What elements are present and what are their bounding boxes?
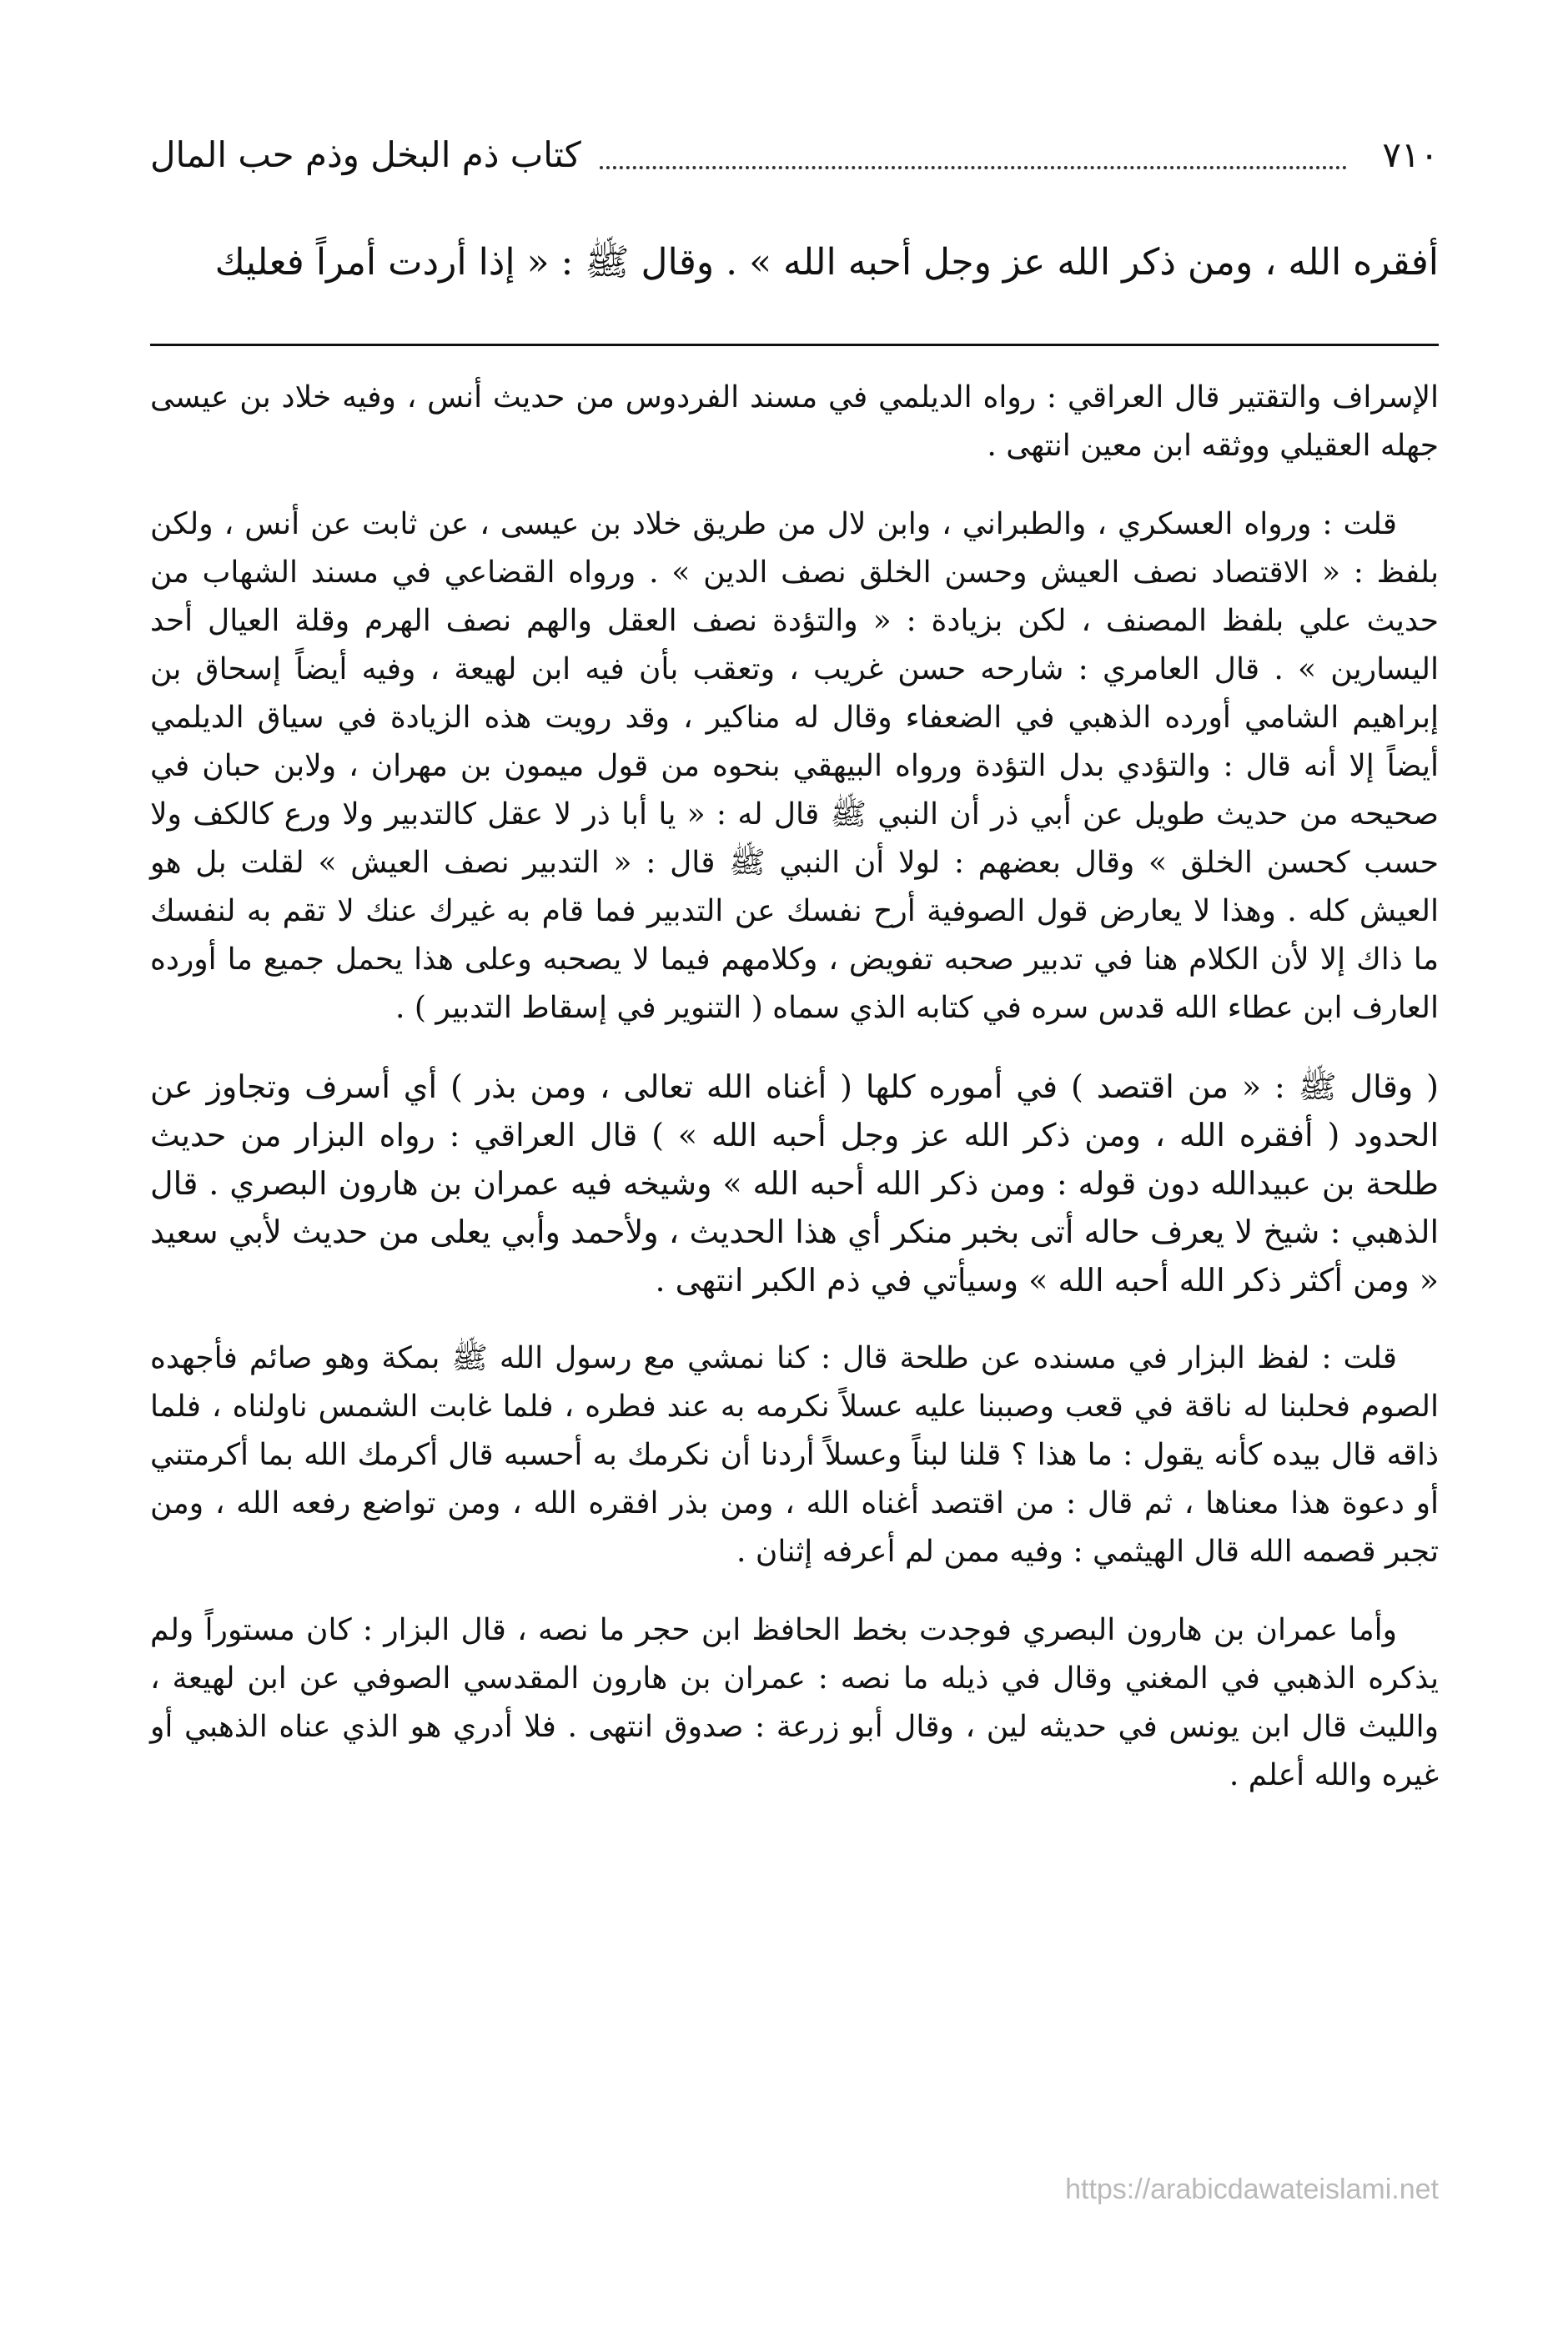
commentary-paragraph: قلت : لفظ البزار في مسنده عن طلحة قال : كنا نمشي مع رسول الله ﷺ بمكة وهو صائم فأجهده الصوم فحلبنا له ناقة في قعب وصببنا عليه عسلاً نكرمه به عند فطره ، فلما غابت الشمس ناولناه ، فلما ذاقه قال بيده كأنه يقول : ما هذا ؟ قلنا لبناً وعسلاً أردنا أن نكرمك به أحسبه قال أكرمك الله بما أكرمتني أو دعوة هذا معناها ، ثم قال : من اقتصد أغناه الله ، ومن بذر افقره الله ، ومن تواضع رفعه الله ، ومن تجبر قصمه الله قال الهيثمي : وفيه ممن لم أعرفه إثنان . bbox=[150, 1341, 1439, 1569]
page-number: ٧١٠ bbox=[1382, 133, 1439, 175]
commentary-section bbox=[150, 374, 1439, 1830]
commentary-paragraph: قلت : ورواه العسكري ، والطبراني ، وابن لال من طريق خلاد بن عيسى ، عن ثابت عن أنس ، ولكن بلفظ : « الاقتصاد نصف العيش وحسن الخلق نصف الدين » . ورواه القضاعي في مسند الشهاب من حديث علي بلفظ المصنف ، لكن بزيادة : « والتؤدة نصف العقل والهم نصف الهرم وقلة العيال أحد اليسارين » . قال العامري : شارحه حسن غريب ، وتعقب بأن فيه ابن لهيعة ، وفيه أيضاً إسحاق بن إبراهيم الشامي أورده الذهبي في الضعفاء وقال له مناكير ، وقد رويت هذه الزيادة في سياق الديلمي أيضاً إلا أنه قال : والتؤدي بدل التؤدة ورواه البيهقي بنحوه من قول ميمون بن مهران ، ولابن حبان في صحيحه من حديث طويل عن أبي ذر أن النبي ﷺ قال له : « يا أبا ذر لا عقل كالتدبير ولا ورع كالكف ولا حسب كحسن الخلق » وقال بعضهم : لولا أن النبي ﷺ قال : « التدبير نصف العيش » لقلت بل هو العيش كله . وهذا لا يعارض قول الصوفية أرح نفسك عن التدبير فما قام به غيرك عنك لا تقم به لنفسك ما ذاك إلا لأن الكلام هنا في تدبير صحبه تفويض ، وكلامهم فيما لا يصحبه وعلى هذا يحمل جميع ما أورده العارف ابن عطاء الله قدس سره في كتابه الذي سماه ( التنوير في إسقاط التدبير ) . bbox=[150, 507, 1439, 1025]
header-leader-dots bbox=[600, 149, 1348, 169]
commentary-paragraph: وأما عمران بن هارون البصري فوجدت بخط الحافظ ابن حجر ما نصه ، قال البزار : كان مستوراً ولم يذكره الذهبي في المغني وقال في ذيله ما نصه : عمران بن هارون المقدسي الصوفي عن ابن لهيعة ، والليث قال ابن يونس في حديثه لين ، وقال أبو زرعة : صدوق انتهى . فلا أدري هو الذي عناه الذهبي أو غيره والله أعلم . bbox=[150, 1613, 1439, 1792]
commentary-paragraph: الإسراف والتقتير قال العراقي : رواه الديلمي في مسند الفردوس من حديث أنس ، وفيه خلاد بن عيسى جهله العقيلي ووثقه ابن معين انتهى . bbox=[150, 380, 1439, 463]
commentary-paragraph: ( وقال ﷺ : « من اقتصد ) في أموره كلها ( أغناه الله تعالى ، ومن بذر ) أي أسرف وتجاوز عن الحدود ( أفقره الله ، ومن ذكر الله عز وجل أحبه الله » ) قال العراقي : رواه البزار من حديث طلحة بن عبيدالله دون قوله : ومن ذكر الله أحبه الله » وشيخه فيه عمران بن هارون البصري . قال الذهبي : شيخ لا يعرف حاله أتى بخبر منكر أي هذا الحديث ، ولأحمد وأبي يعلى من حديث لأبي سعيد « ومن أكثر ذكر الله أحبه الله » وسيأتي في ذم الكبر انتهى . bbox=[150, 1068, 1439, 1299]
main-text-line: أفقره الله ، ومن ذكر الله عز وجل أحبه الله » . وقال ﷺ : « إذا أردت أمراً فعليك bbox=[214, 241, 1439, 284]
book-title: كتاب ذم البخل وذم حب المال bbox=[150, 133, 581, 175]
watermark-url: https://arabicdawateislami.net bbox=[1065, 2174, 1439, 2205]
page-header bbox=[150, 125, 1439, 183]
footnote-separator bbox=[150, 344, 1439, 346]
